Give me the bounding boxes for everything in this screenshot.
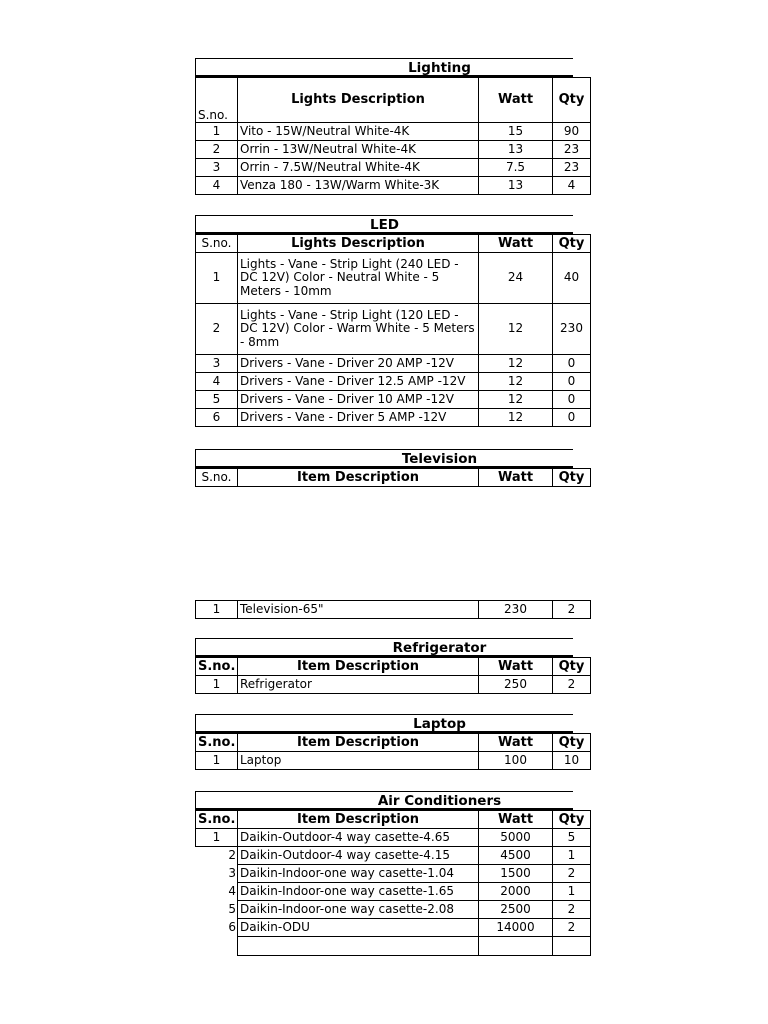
refrigerator-section — [195, 638, 585, 694]
ac-table — [195, 810, 591, 956]
cell-qty — [553, 937, 591, 956]
section-title: Air Conditioners — [195, 791, 573, 810]
cell-watt: 13 — [479, 141, 553, 159]
table-row — [196, 355, 591, 373]
header-watt: Watt — [479, 469, 553, 487]
cell-sno: 2 — [196, 141, 238, 159]
header-sno: S.no. — [196, 811, 238, 829]
led-section — [195, 215, 585, 427]
cell-sno: 2 — [196, 304, 238, 355]
table-row — [196, 919, 591, 937]
cell-qty: 0 — [553, 373, 591, 391]
television-section — [195, 449, 585, 619]
cell-sno: 1 — [196, 829, 238, 847]
table-row-empty — [196, 937, 591, 956]
table-header-row — [196, 235, 591, 253]
television-header-table — [195, 468, 591, 487]
table-row — [196, 883, 591, 901]
header-watt: Watt — [479, 78, 553, 123]
cell-qty: 23 — [553, 141, 591, 159]
header-sno: S.no. — [196, 658, 238, 676]
header-description: Item Description — [238, 811, 479, 829]
cell-qty: 40 — [553, 253, 591, 304]
cell-watt: 4500 — [479, 847, 553, 865]
lighting-section — [195, 58, 585, 195]
section-title: Lighting — [195, 58, 573, 77]
table-header-row — [196, 469, 591, 487]
cell-description: Daikin-Indoor-one way casette-2.08 — [238, 901, 479, 919]
header-watt: Watt — [479, 734, 553, 752]
table-row — [196, 601, 591, 619]
cell-description: Drivers - Vane - Driver 20 AMP -12V — [238, 355, 479, 373]
cell-qty: 2 — [553, 601, 591, 619]
cell-watt: 2500 — [479, 901, 553, 919]
laptop-section — [195, 714, 585, 770]
table-row — [196, 141, 591, 159]
table-row — [196, 865, 591, 883]
table-header-row — [196, 78, 591, 123]
cell-watt: 12 — [479, 373, 553, 391]
led-table — [195, 234, 591, 427]
header-qty: Qty — [553, 235, 591, 253]
cell-description: Laptop — [238, 752, 479, 770]
cell-description: Refrigerator — [238, 676, 479, 694]
header-description: Item Description — [238, 469, 479, 487]
header-sno: S.no. — [196, 469, 238, 487]
cell-watt — [479, 937, 553, 956]
cell-qty: 1 — [553, 883, 591, 901]
cell-description: Daikin-Outdoor-4 way casette-4.15 — [238, 847, 479, 865]
cell-watt: 230 — [479, 601, 553, 619]
cell-qty: 0 — [553, 355, 591, 373]
cell-description: Drivers - Vane - Driver 10 AMP -12V — [238, 391, 479, 409]
cell-qty: 2 — [553, 865, 591, 883]
cell-sno: 1 — [196, 601, 238, 619]
cell-sno: 2 — [196, 847, 238, 865]
cell-sno: 1 — [196, 123, 238, 141]
cell-watt: 24 — [479, 253, 553, 304]
cell-sno: 3 — [196, 159, 238, 177]
cell-watt: 250 — [479, 676, 553, 694]
header-description: Lights Description — [238, 78, 479, 123]
table-row — [196, 373, 591, 391]
header-sno: S.no. — [196, 235, 238, 253]
cell-description: Lights - Vane - Strip Light (240 LED - DC 12V) Color - Neutral White - 5 Meters - 10mm — [238, 253, 479, 304]
cell-description: Orrin - 13W/Neutral White-4K — [238, 141, 479, 159]
header-watt: Watt — [479, 811, 553, 829]
section-title: Laptop — [195, 714, 573, 733]
cell-sno: 5 — [196, 391, 238, 409]
cell-sno: 1 — [196, 253, 238, 304]
cell-qty: 90 — [553, 123, 591, 141]
cell-qty: 10 — [553, 752, 591, 770]
cell-description: Venza 180 - 13W/Warm White-3K — [238, 177, 479, 195]
cell-qty: 23 — [553, 159, 591, 177]
table-row — [196, 409, 591, 427]
header-qty: Qty — [553, 658, 591, 676]
laptop-table — [195, 733, 591, 770]
table-header-row — [196, 734, 591, 752]
cell-sno: 6 — [196, 409, 238, 427]
cell-watt: 2000 — [479, 883, 553, 901]
table-row — [196, 901, 591, 919]
cell-description: Daikin-Outdoor-4 way casette-4.65 — [238, 829, 479, 847]
cell-sno: 5 — [196, 901, 238, 919]
cell-qty: 230 — [553, 304, 591, 355]
table-row — [196, 123, 591, 141]
cell-qty: 5 — [553, 829, 591, 847]
cell-description: Daikin-Indoor-one way casette-1.04 — [238, 865, 479, 883]
header-watt: Watt — [479, 235, 553, 253]
television-table — [195, 600, 591, 619]
section-title: Television — [195, 449, 573, 468]
cell-watt: 1500 — [479, 865, 553, 883]
header-qty: Qty — [553, 469, 591, 487]
section-title: LED — [195, 215, 573, 234]
header-description: Item Description — [238, 658, 479, 676]
section-title: Refrigerator — [195, 638, 573, 657]
cell-description: Daikin-ODU — [238, 919, 479, 937]
cell-sno: 1 — [196, 752, 238, 770]
cell-description — [238, 937, 479, 956]
cell-description: Orrin - 7.5W/Neutral White-4K — [238, 159, 479, 177]
header-sno: S.no. — [196, 734, 238, 752]
refrigerator-table — [195, 657, 591, 694]
blank-area — [195, 487, 573, 600]
cell-watt: 5000 — [479, 829, 553, 847]
table-row — [196, 177, 591, 195]
table-row — [196, 752, 591, 770]
table-row — [196, 676, 591, 694]
cell-description: Lights - Vane - Strip Light (120 LED - DC 12V) Color - Warm White - 5 Meters - 8mm — [238, 304, 479, 355]
cell-qty: 1 — [553, 847, 591, 865]
cell-description: Drivers - Vane - Driver 12.5 AMP -12V — [238, 373, 479, 391]
cell-qty: 0 — [553, 391, 591, 409]
cell-watt: 7.5 — [479, 159, 553, 177]
cell-qty: 0 — [553, 409, 591, 427]
header-sno: S.no. — [196, 78, 238, 123]
cell-watt: 100 — [479, 752, 553, 770]
cell-sno: 6 — [196, 919, 238, 937]
table-row — [196, 829, 591, 847]
header-qty: Qty — [553, 811, 591, 829]
cell-watt: 12 — [479, 355, 553, 373]
cell-watt: 15 — [479, 123, 553, 141]
cell-sno — [196, 937, 238, 956]
header-description: Item Description — [238, 734, 479, 752]
cell-description: Vito - 15W/Neutral White-4K — [238, 123, 479, 141]
cell-sno: 1 — [196, 676, 238, 694]
cell-qty: 2 — [553, 901, 591, 919]
cell-watt: 12 — [479, 391, 553, 409]
cell-sno: 3 — [196, 355, 238, 373]
cell-qty: 4 — [553, 177, 591, 195]
cell-sno: 4 — [196, 373, 238, 391]
ac-section — [195, 791, 585, 956]
lighting-table — [195, 77, 591, 195]
header-qty: Qty — [553, 78, 591, 123]
cell-description: Daikin-Indoor-one way casette-1.65 — [238, 883, 479, 901]
cell-sno: 4 — [196, 177, 238, 195]
table-row — [196, 159, 591, 177]
cell-watt: 14000 — [479, 919, 553, 937]
table-row — [196, 847, 591, 865]
table-row — [196, 391, 591, 409]
table-row — [196, 304, 591, 355]
cell-watt: 12 — [479, 409, 553, 427]
table-header-row — [196, 658, 591, 676]
cell-description: Drivers - Vane - Driver 5 AMP -12V — [238, 409, 479, 427]
cell-qty: 2 — [553, 676, 591, 694]
table-header-row — [196, 811, 591, 829]
cell-watt: 12 — [479, 304, 553, 355]
cell-qty: 2 — [553, 919, 591, 937]
header-watt: Watt — [479, 658, 553, 676]
cell-description: Television-65" — [238, 601, 479, 619]
cell-sno: 3 — [196, 865, 238, 883]
table-row — [196, 253, 591, 304]
header-description: Lights Description — [238, 235, 479, 253]
cell-sno: 4 — [196, 883, 238, 901]
cell-watt: 13 — [479, 177, 553, 195]
header-qty: Qty — [553, 734, 591, 752]
